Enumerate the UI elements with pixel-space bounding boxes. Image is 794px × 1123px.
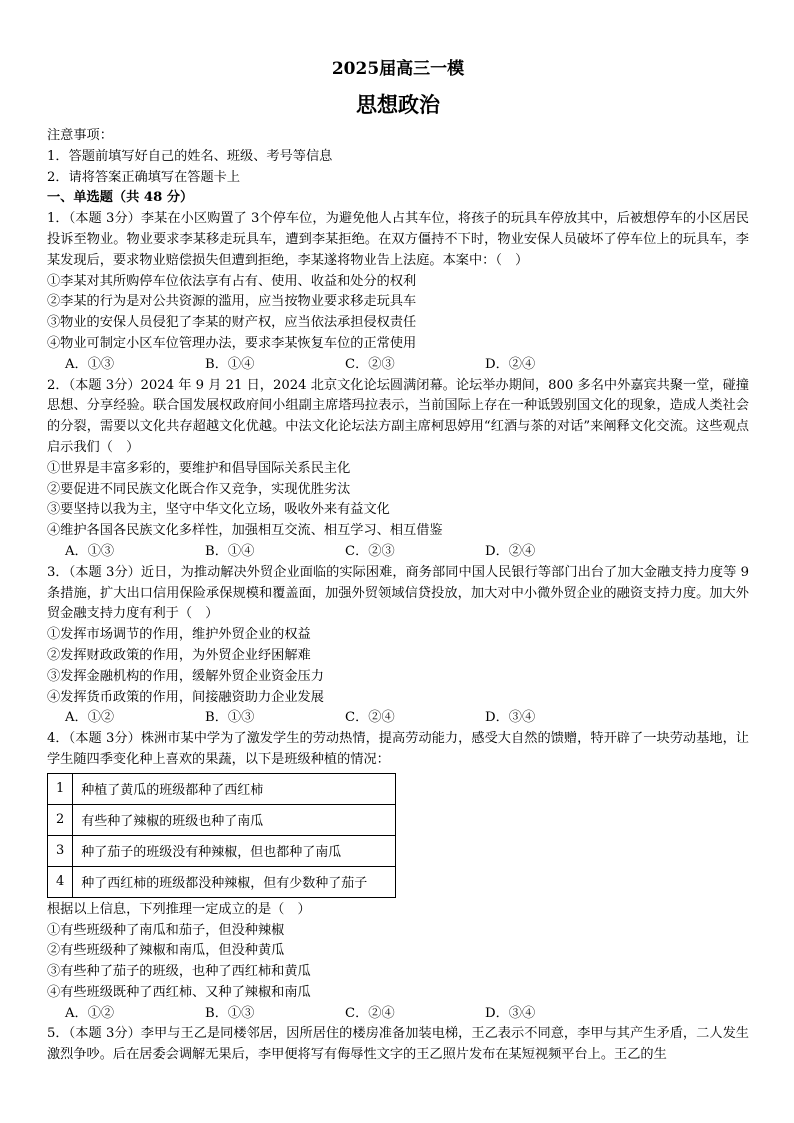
option-a[interactable]: A．①③ [65,356,115,372]
row-number: 2 [48,804,73,835]
option-d[interactable]: D．③④ [485,710,536,726]
question-1-stem: 1．（本题 3分）李某在小区购置了 3个停车位，为避免他人占其车位，将孩子的玩具车停放其中，后被想停车的小区居民投诉至物业。物业要求李某移走玩具车，遭到李某拒绝。在双方僵持不下时，物业安保人员破坏了停车位上的玩具车，李某发现后，要求物业赔偿损失但遭到拒绝，李某遂将物业告上法庭。本案中：（ ） [47,211,749,268]
q4-statement: ④有些班级既种了西红柿、又种了辣椒和南瓜 [47,984,311,1000]
table-row [48,804,396,835]
notice-heading: 注意事项： [47,128,113,143]
q3-options [47,708,749,729]
q4-statement: ②有些班级种了辣椒和南瓜，但没种黄瓜 [47,943,285,959]
q2-statement: ①世界是丰富多彩的，要维护和倡导国际关系民主化 [47,460,351,476]
row-text: 有些种了辣椒的班级也种了南瓜 [73,804,396,835]
option-a[interactable]: A．①② [65,710,115,726]
exam-title: 2025届高三一模 [331,59,465,79]
q3-statement: ④发挥货币政策的作用，间接融资助力企业发展 [47,689,324,705]
q4-question: 根据以上信息，下列推理一定成立的是（ ） [47,901,311,917]
table-row [48,866,396,897]
option-d[interactable]: D．②④ [485,543,536,559]
q2-statement: ④维护各国各民族文化多样性，加强相互交流、相互学习、相互借鉴 [47,523,443,539]
table-row [48,835,396,866]
option-b[interactable]: B．①③ [205,1005,255,1021]
row-number: 3 [48,835,73,866]
q4-options [47,1004,749,1025]
q3-statement: ①发挥市场调节的作用，维护外贸企业的权益 [47,627,311,643]
subject-title: 思想政治 [356,92,440,117]
q1-statement: ③物业的安保人员侵犯了李某的财产权，应当依法承担侵权责任 [47,315,417,331]
row-number: 4 [48,866,73,897]
q4-statement: ①有些班级种了南瓜和茄子，但没种辣椒 [47,922,285,938]
option-c[interactable]: C．②③ [345,543,395,559]
question-2-stem: 2．（本题 3分）2024 年 9 月 21 日，2024 北京文化论坛圆满闭幕。论坛举办期间，800 多名中外嘉宾共聚一堂，碰撞思想、分享经验。联合国发展权政府间小组副主席塔玛拉表示，当前国际上存在一种诋毁别国文化的现象，造成人类社会的分裂，需要以文化共存超越文化优越。中法文化论坛法方副主席柯思婷用“红酒与茶的对话”来阐释文化交流。这些观点启示我们（ ） [47,377,749,455]
table-row [48,773,396,804]
notice-item: 2．请将答案正确填写在答题卡上 [47,169,241,185]
row-text: 种了西红柿的班级都没种辣椒，但有少数种了茄子 [73,866,396,897]
question-3-stem: 3．（本题 3分）近日，为推动解决外贸企业面临的实际困难，商务部同中国人民银行等部门出台了加大金融支持力度等 9条措施，扩大出口信用保险承保规模和覆盖面，加强外贸领域信贷投放，加大对中小微外贸企业的融资支持力度。加大外贸金融支持力度有利于（ ） [47,564,749,622]
q1-statement: ②李某的行为是对公共资源的滥用，应当按物业要求移走玩具车 [47,294,417,310]
q2-options [47,542,749,563]
planting-table [47,773,396,898]
notice-item: 1．答题前填写好自己的姓名、班级、考号等信息 [47,148,333,164]
q4-statement: ③有些种了茄子的班级，也种了西红柿和黄瓜 [47,964,311,980]
exam-page [47,58,749,1066]
row-text: 种植了黄瓜的班级都种了西红柿 [73,773,396,804]
option-d[interactable]: D．③④ [485,1005,536,1021]
row-text: 种了茄子的班级没有种辣椒，但也都种了南瓜 [73,835,396,866]
q2-statement: ②要促进不同民族文化既合作又竞争，实现优胜劣汰 [47,481,351,497]
option-d[interactable]: D．②④ [485,356,536,372]
option-a[interactable]: A．①② [65,1005,115,1021]
question-4-stem: 4．（本题 3分）株洲市某中学为了激发学生的劳动热情，提高劳动能力，感受大自然的馈赠，特开辟了一块劳动基地，让学生随四季变化种上喜欢的果蔬，以下是班级种植的情况： [47,731,749,767]
q1-statement: ①李某对其所购停车位依法享有占有、使用、收益和处分的权利 [47,273,417,289]
q1-options [47,355,749,376]
q1-statement: ④物业可制定小区车位管理办法，要求李某恢复车位的正常使用 [47,335,417,351]
option-b[interactable]: B．①③ [205,710,255,726]
option-a[interactable]: A．①③ [65,543,115,559]
option-b[interactable]: B．①④ [205,356,255,372]
option-c[interactable]: C．②④ [345,1005,395,1021]
question-5-stem: 5．（本题 3分）李甲与王乙是同楼邻居，因所居住的楼房准备加装电梯，王乙表示不同意，李甲与其产生矛盾，二人发生激烈争吵。后在居委会调解无果后，李甲便将写有侮辱性文字的王乙照片发布在某短视频平台上。王乙的生 [47,1026,749,1063]
option-b[interactable]: B．①④ [205,543,255,559]
row-number: 1 [48,773,73,804]
section-heading: 一、单选题（共 48 分） [47,190,194,206]
option-c[interactable]: C．②④ [345,710,395,726]
option-c[interactable]: C．②③ [345,356,395,372]
q3-statement: ②发挥财政政策的作用，为外贸企业纾困解难 [47,647,311,663]
q2-statement: ③要坚持以我为主，坚守中华文化立场，吸收外来有益文化 [47,502,390,518]
q3-statement: ③发挥金融机构的作用，缓解外贸企业资金压力 [47,668,324,684]
